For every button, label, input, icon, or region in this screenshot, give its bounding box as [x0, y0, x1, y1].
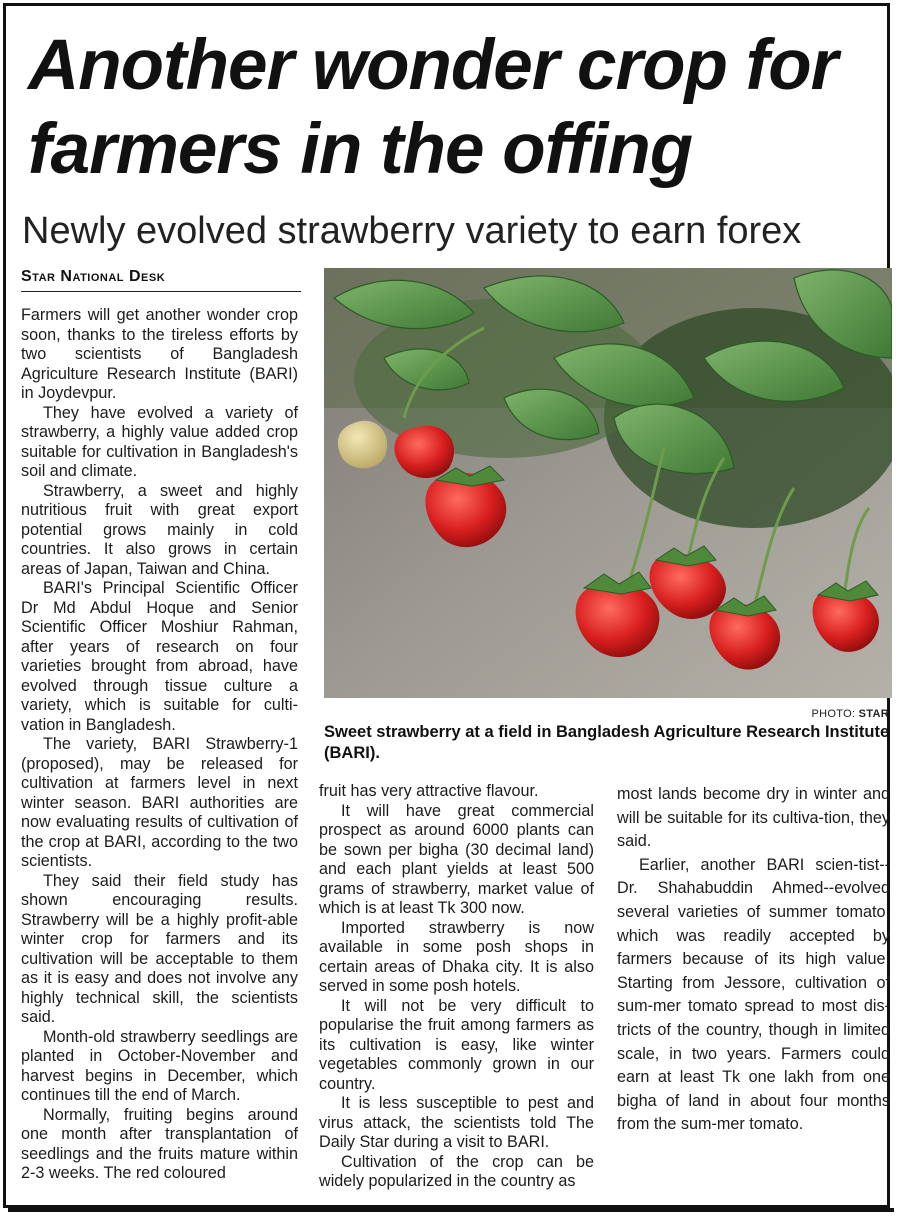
paragraph: fruit has very attractive flavour. [319, 782, 539, 800]
newspaper-clipping [3, 3, 890, 1208]
byline: Star National Desk [21, 268, 301, 292]
photo-credit-prefix: PHOTO: [811, 708, 859, 720]
subheadline: Newly evolved strawberry variety to earn forex [22, 210, 802, 252]
photo-credit [706, 708, 889, 720]
paragraph: Month-old strawberry seedlings are planted in October-November and harvest begins in December, which continues till the end of March. [21, 1027, 298, 1104]
paragraph: Farmers will get another wonder crop soon, thanks to the tireless efforts by two scientists of Bangladesh Agriculture Research Institute (BARI) in Joydevpur. [21, 306, 298, 402]
strawberry-photo [324, 268, 892, 698]
photo-caption: Sweet strawberry at a field in Bangladesh Agriculture Research Institute (BARI). [324, 723, 890, 762]
paragraph: most lands become dry in winter and will be suitable for its cultiva-tion, they said. [617, 785, 890, 851]
article-column-3 [617, 783, 890, 1137]
paragraph: The variety, BARI Strawberry-1 (proposed), may be released for cultivation at farmers level in next winter season. BARI authorities are now evaluating results of cultivation of the crop at BARI, according to the two scientists. [21, 735, 298, 870]
article-column-1 [21, 306, 298, 1184]
article-column-2 [319, 782, 594, 1192]
paragraph: It will have great commercial prospect as around 6000 plants can be sown per bigha (30 decimal land) and each plant yields at least 500 grams of strawberry, market value of which is at least Tk 300 now. [319, 801, 594, 917]
photo-credit-name: STAR [858, 708, 889, 720]
paragraph: They said their field study has shown encouraging results. Strawberry will be a highly profit-able winter crop for farmers and its cultivation will be acceptable to them as it is easy and does not involve any highly technical skill, the scientists said. [21, 871, 298, 1026]
headline: Another wonder crop for farmers in the offing [28, 26, 838, 189]
paragraph: BARI's Principal Scientific Officer Dr Md Abdul Hoque and Senior Scientific Officer Moshiur Rahman, after years of research on four varieties brought from abroad, have evolved through tissue culture a variety, which is suitable for culti-vation in Bangladesh. [21, 579, 298, 734]
paragraph: It will not be very difficult to popularise the fruit among farmers as its cultivation is easy, like winter vegetables commonly grown in our country. [319, 996, 594, 1093]
paragraph: Cultivation of the crop can be widely popularized in the country as [319, 1152, 594, 1190]
paragraph: It is less susceptible to pest and virus attack, the scientists told The Daily Star during a visit to BARI. [319, 1094, 594, 1151]
paragraph: Earlier, another BARI scien-tist--Dr. Shahabuddin Ahmed--evolved several varieties of summer tomato, which was readily accepted by farmers because of its high value. Starting from Jessore, cultivation of sum-mer tomato spread to most dis-tricts of the country, though in limited scale, in two years. Farmers could earn at least Tk one lakh from one bigha of land in about four months from the sum-mer tomato. [617, 855, 890, 1134]
paragraph: Imported strawberry is now available in some posh shops in certain areas of Dhaka city. It is also served in some posh hotels. [319, 918, 594, 995]
paragraph: They have evolved a variety of strawberry, a highly value added crop suitable for cultivation in Bangladesh's soil and climate. [21, 403, 298, 480]
paragraph: Normally, fruiting begins around one month after transplantation of seedlings and the fruits mature within 2-3 weeks. The red coloured [21, 1105, 298, 1182]
paragraph: Strawberry, a sweet and highly nutritious fruit with great export potential grows mainly in cold countries. It also grows in certain areas of Japan, Taiwan and China. [21, 481, 298, 578]
strawberry [338, 421, 387, 469]
